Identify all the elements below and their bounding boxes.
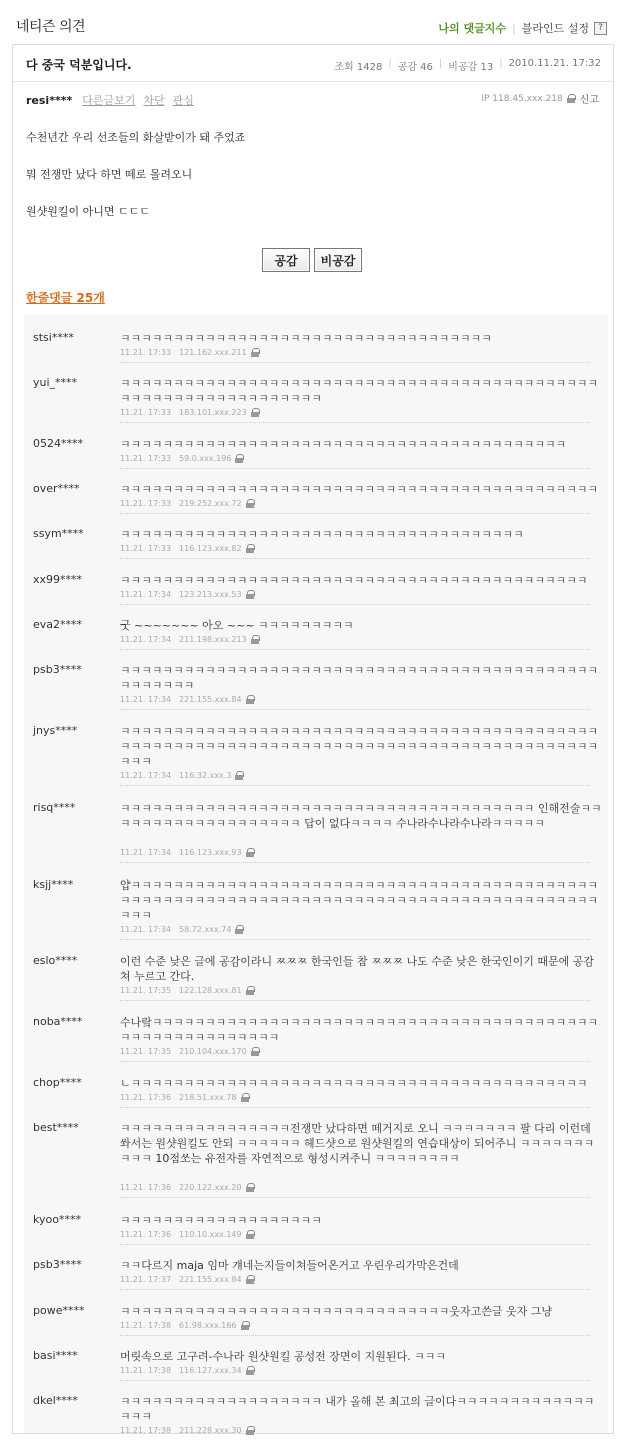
comment-text: ㅋㅋㅋㅋㅋㅋㅋㅋㅋㅋㅋㅋㅋㅋㅋㅋㅋㅋㅋㅋㅋㅋㅋㅋㅋㅋㅋㅋㅋㅋㅋㅋㅋㅋㅋㅋㅋㅋㅋㅋㅋㅋ <box>120 438 567 451</box>
comment-text: ㅋㅋㅋㅋㅋㅋㅋㅋㅋㅋㅋㅋㅋㅋㅋㅋㅋㅋㅋㅋㅋㅋㅋㅋㅋㅋㅋㅋㅋㅋㅋ웃자고쓴글 웃자 그냥 <box>120 1305 553 1318</box>
block-link[interactable]: 차단 <box>143 94 165 107</box>
comment-ip: 183.101.xxx.223 <box>179 408 247 417</box>
comment-time: 11.21. 17:35 <box>120 1047 172 1056</box>
comment-text: 머릿속으로 고구려-수나라 원샷원킬 공성전 장면이 지원된다. ㅋㅋㅋ <box>120 1350 446 1363</box>
article-body-line: 원샷원킬이 아니면 ㄷㄷㄷ <box>26 205 150 218</box>
comment-time: 11.21. 17:34 <box>120 695 172 704</box>
comment-meta <box>120 1183 254 1192</box>
article-header <box>13 45 613 82</box>
comment-meta <box>120 635 259 644</box>
comment-ip: 123.213.xxx.53 <box>179 590 242 599</box>
header-links <box>438 20 607 36</box>
comment-ip: 110.10.xxx.149 <box>179 1230 242 1239</box>
lock-icon <box>246 1183 254 1192</box>
comment-meta <box>120 544 254 553</box>
comment-time: 11.21. 17:33 <box>120 499 172 508</box>
comment-text: ㅋㅋ다르지 maja 임마 걔네는지들이쳐들어온거고 우린우리가막은건데 <box>120 1259 459 1272</box>
lock-icon <box>246 1366 254 1375</box>
view-count: 조회 1428 <box>334 62 383 73</box>
comment-ip: 221.155.xxx.84 <box>179 1275 242 1284</box>
comment-user[interactable]: chop**** <box>33 1076 82 1089</box>
comment-meta <box>120 1321 249 1330</box>
comment-user[interactable]: psb3**** <box>33 663 82 676</box>
agree-count: 공감 46 <box>397 62 433 73</box>
comment-text: ㅋㅋㅋㅋㅋㅋㅋㅋㅋㅋㅋㅋㅋㅋㅋㅋㅋㅋㅋ <box>120 1214 322 1227</box>
comment-ip: 116.127.xxx.34 <box>179 1366 242 1375</box>
comment-divider <box>120 1380 590 1381</box>
comment-text: 굿 ~~~~~~~ 아오 ~~~ ㅋㅋㅋㅋㅋㅋㅋㅋㅋ <box>120 619 354 632</box>
lock-icon <box>241 1093 249 1102</box>
comment-time: 11.21. 17:36 <box>120 1183 172 1192</box>
lock-icon <box>251 408 259 417</box>
comment-time: 11.21. 17:38 <box>120 1366 172 1375</box>
comment-user[interactable]: dkel**** <box>33 1394 78 1407</box>
comment-time: 11.21. 17:34 <box>120 771 172 780</box>
lock-icon <box>567 94 575 103</box>
comment-meta <box>120 1230 254 1239</box>
comment-divider <box>120 422 590 423</box>
comment-user[interactable]: yui_**** <box>33 376 78 389</box>
article-body-line: 수천년간 우리 선조들의 화살받이가 돼 주었죠 <box>26 131 246 144</box>
lock-icon <box>246 499 254 508</box>
comment-ip: 218.51.xxx.78 <box>179 1093 237 1102</box>
comment-meta <box>120 695 254 704</box>
comment-divider <box>120 1289 590 1290</box>
comment-text: ㄴㅋㅋㅋㅋㅋㅋㅋㅋㅋㅋㅋㅋㅋㅋㅋㅋㅋㅋㅋㅋㅋㅋㅋㅋㅋㅋㅋㅋㅋㅋㅋㅋㅋㅋㅋㅋㅋㅋㅋㅋㅋㅋㅋ <box>120 1077 588 1090</box>
comment-divider <box>120 1197 590 1198</box>
lock-icon <box>246 1230 254 1239</box>
comment-time: 11.21. 17:34 <box>120 925 172 934</box>
comment-meta <box>120 1426 254 1435</box>
comment-divider <box>120 1107 590 1108</box>
comment-ip: 220.122.xxx.20 <box>179 1183 242 1192</box>
comment-user[interactable]: basi**** <box>33 1349 78 1362</box>
comment-meta <box>120 348 259 357</box>
comment-divider <box>120 862 590 863</box>
comment-user[interactable]: ksjj**** <box>33 878 74 891</box>
comment-time: 11.21. 17:34 <box>120 590 172 599</box>
comment-user[interactable]: stsi**** <box>33 331 74 344</box>
comment-user[interactable]: over**** <box>33 482 80 495</box>
lock-icon <box>235 925 243 934</box>
comment-ip: 116.123.xxx.93 <box>179 848 242 857</box>
comment-ip: 211.228.xxx.30 <box>179 1426 242 1435</box>
comment-time: 11.21. 17:34 <box>120 848 172 857</box>
blind-setting-link[interactable]: 블라인드 설정 <box>521 22 589 35</box>
lock-icon <box>246 848 254 857</box>
comment-time: 11.21. 17:36 <box>120 1230 172 1239</box>
ip-line <box>481 91 599 106</box>
comment-meta <box>120 499 254 508</box>
comment-user[interactable]: eva2**** <box>33 618 83 631</box>
comment-user[interactable]: best**** <box>33 1121 79 1134</box>
lock-icon <box>251 1047 259 1056</box>
opinion-header <box>0 0 637 44</box>
comment-text: 이런 수준 낮은 글에 공감이라니 ㅉㅉㅉ 한국인들 참 ㅉㅉㅉ 나도 수준 낮은 한국인이기 때문에 공감 쳐 누르고 간다. <box>120 955 594 983</box>
disagree-button[interactable]: 비공감 <box>314 248 362 272</box>
comment-text: ㅋㅋㅋㅋㅋㅋㅋㅋㅋㅋㅋㅋㅋㅋㅋㅋㅋㅋㅋㅋㅋㅋㅋㅋㅋㅋㅋㅋㅋㅋㅋㅋㅋㅋㅋ <box>120 332 492 345</box>
divider: | <box>388 58 392 69</box>
lock-icon <box>251 635 259 644</box>
comment-user[interactable]: 0524**** <box>33 437 83 450</box>
comment-user[interactable]: xx99**** <box>33 573 83 586</box>
comment-text: ㅋㅋㅋㅋㅋㅋㅋㅋㅋㅋㅋㅋㅋㅋㅋㅋㅋㅋㅋㅋㅋㅋㅋㅋㅋㅋㅋㅋㅋㅋㅋㅋㅋㅋㅋㅋㅋㅋㅋㅋㅋㅋㅋㅋ <box>120 574 588 587</box>
my-comment-index-link[interactable]: 나의 댓글지수 <box>438 22 507 35</box>
comment-text: 수나랔ㅋㅋㅋㅋㅋㅋㅋㅋㅋㅋㅋㅋㅋㅋㅋㅋㅋㅋㅋㅋㅋㅋㅋㅋㅋㅋㅋㅋㅋㅋㅋㅋㅋㅋㅋㅋㅋㅋㅋㅋㅋㅋㅋㅋㅋㅋㅋㅋㅋㅋㅋㅋㅋㅋㅋㅋㅋ <box>120 1016 599 1044</box>
help-icon[interactable]: ? <box>594 22 607 35</box>
comment-user[interactable]: jnys**** <box>33 724 78 737</box>
comment-ip: 122.128.xxx.81 <box>179 986 242 995</box>
comment-ip: 61.98.xxx.166 <box>179 1321 237 1330</box>
comment-divider <box>120 1061 590 1062</box>
post-datetime: 2010.11.21. 17:32 <box>508 58 601 69</box>
author-line <box>26 92 202 108</box>
article-body-line: 뭐 전쟁만 났다 하면 떼로 몰려오니 <box>26 168 193 181</box>
comment-time: 11.21. 17:37 <box>120 1275 172 1284</box>
comment-ip: 59.0.xxx.196 <box>179 454 232 463</box>
comment-ip: 116.32.xxx.3 <box>179 771 232 780</box>
comment-divider <box>120 558 590 559</box>
comment-meta <box>120 1366 254 1375</box>
comment-time: 11.21. 17:34 <box>120 635 172 644</box>
comment-divider <box>120 1000 590 1001</box>
comment-user[interactable]: kyoo**** <box>33 1213 81 1226</box>
comment-ip: 58.72.xxx.74 <box>179 925 232 934</box>
other-posts-link[interactable]: 다른글보기 <box>82 94 136 107</box>
lock-icon <box>246 695 254 704</box>
comment-meta <box>120 590 254 599</box>
comment-meta <box>120 408 259 417</box>
comment-divider <box>120 604 590 605</box>
comment-list <box>24 315 608 1433</box>
comment-text: ㅋㅋㅋㅋㅋㅋㅋㅋㅋㅋㅋㅋㅋㅋㅋㅋㅋㅋㅋㅋㅋㅋㅋㅋㅋㅋㅋㅋㅋㅋㅋㅋㅋㅋㅋㅋㅋㅋㅋㅋㅋㅋㅋㅋㅋ <box>120 483 599 496</box>
report-link[interactable]: 신고 <box>579 95 599 106</box>
comment-meta <box>120 925 243 934</box>
article-box <box>12 44 614 1434</box>
agree-button[interactable]: 공감 <box>262 248 310 272</box>
article-stats <box>334 58 601 73</box>
comment-divider <box>120 785 590 786</box>
comment-divider <box>120 1335 590 1336</box>
comment-time: 11.21. 17:38 <box>120 1426 172 1435</box>
lock-icon <box>246 1275 254 1284</box>
comment-text: ㅋㅋㅋㅋㅋㅋㅋㅋㅋㅋㅋㅋㅋㅋㅋㅋㅋㅋㅋㅋㅋㅋㅋㅋㅋㅋㅋㅋㅋㅋㅋㅋㅋㅋㅋㅋㅋㅋㅋㅋㅋㅋㅋㅋㅋㅋㅋㅋㅋㅋㅋㅋㅋㅋㅋㅋㅋㅋㅋㅋㅋㅋㅋㅋㅋㅋㅋㅋㅋㅋㅋㅋㅋㅋㅋㅋㅋㅋㅋㅋㅋㅋㅋㅋㅋㅋㅋㅋㅋㅋㅋㅋㅋ <box>120 725 599 768</box>
lock-icon <box>246 1426 254 1435</box>
comment-meta <box>120 771 243 780</box>
comment-user[interactable]: powe**** <box>33 1304 85 1317</box>
comment-time: 11.21. 17:33 <box>120 544 172 553</box>
comment-text: 얍ㅋㅋㅋㅋㅋㅋㅋㅋㅋㅋㅋㅋㅋㅋㅋㅋㅋㅋㅋㅋㅋㅋㅋㅋㅋㅋㅋㅋㅋㅋㅋㅋㅋㅋㅋㅋㅋㅋㅋㅋㅋㅋㅋㅋㅋㅋㅋㅋㅋㅋㅋㅋㅋㅋㅋㅋㅋㅋㅋㅋㅋㅋㅋㅋㅋㅋㅋㅋㅋㅋㅋㅋㅋㅋㅋㅋㅋㅋㅋㅋㅋㅋㅋㅋㅋㅋㅋㅋㅋㅋㅋㅋ <box>120 879 599 922</box>
comment-text: ㅋㅋㅋㅋㅋㅋㅋㅋㅋㅋㅋㅋㅋㅋㅋㅋㅋㅋㅋㅋㅋㅋㅋㅋㅋㅋㅋㅋㅋㅋㅋㅋㅋㅋㅋㅋㅋㅋㅋㅋㅋㅋㅋㅋㅋㅋㅋㅋㅋㅋㅋㅋㅋㅋㅋㅋㅋㅋㅋㅋㅋㅋㅋㅋ <box>120 377 599 405</box>
lock-icon <box>251 348 259 357</box>
comment-text: ㅋㅋㅋㅋㅋㅋㅋㅋㅋㅋㅋㅋㅋㅋㅋㅋ전쟁만 났다하면 떼거지로 오니 ㅋㅋㅋㅋㅋㅋㅋ 팔 다리 이런데 쏴서는 원샷원킬도 안되 ㅋㅋㅋㅋㅋㅋ 헤드샷으로 원샷원킬의 연습대상이 되어주니 ㅋㅋㅋㅋㅋㅋㅋㅋㅋㅋ 10점쏘는 유전자를 자연적으로 형성시켜주니 ㅋㅋㅋㅋㅋㅋㅋㅋ <box>120 1122 595 1165</box>
comment-ip: 210.104.xxx.170 <box>179 1047 247 1056</box>
comment-divider <box>120 649 590 650</box>
lock-icon <box>246 590 254 599</box>
comment-meta <box>120 986 254 995</box>
comment-divider <box>120 1244 590 1245</box>
comment-divider <box>120 709 590 710</box>
author-ip: IP 118.45.xxx.218 <box>481 93 563 104</box>
interest-link[interactable]: 관심 <box>172 94 194 107</box>
comment-count-link[interactable]: 한줄댓글 25개 <box>26 291 105 305</box>
lock-icon <box>246 544 254 553</box>
comment-time: 11.21. 17:35 <box>120 986 172 995</box>
comment-time: 11.21. 17:33 <box>120 408 172 417</box>
comment-user[interactable]: psb3**** <box>33 1258 82 1271</box>
comment-divider <box>120 362 590 363</box>
comment-ip: 121.162.xxx.211 <box>179 348 247 357</box>
disagree-count: 비공감 13 <box>448 62 494 73</box>
lock-icon <box>246 986 254 995</box>
divider: | <box>438 58 443 69</box>
comment-meta <box>120 1275 254 1284</box>
comment-user[interactable]: eslo**** <box>33 954 78 967</box>
comment-time: 11.21. 17:33 <box>120 348 172 357</box>
comment-time: 11.21. 17:33 <box>120 454 172 463</box>
author-id: resi**** <box>26 93 73 107</box>
divider: | <box>512 21 516 35</box>
lock-icon <box>241 1321 249 1330</box>
comment-meta <box>120 1093 249 1102</box>
comment-ip: 219.252.xxx.72 <box>179 499 242 508</box>
comment-divider <box>120 468 590 469</box>
comment-text: ㅋㅋㅋㅋㅋㅋㅋㅋㅋㅋㅋㅋㅋㅋㅋㅋㅋㅋㅋㅋㅋㅋㅋㅋㅋㅋㅋㅋㅋㅋㅋㅋㅋㅋㅋㅋㅋㅋ <box>120 528 524 541</box>
comment-divider <box>120 939 590 940</box>
comment-text: ㅋㅋㅋㅋㅋㅋㅋㅋㅋㅋㅋㅋㅋㅋㅋㅋㅋㅋㅋㅋㅋㅋㅋㅋㅋㅋㅋㅋㅋㅋㅋㅋㅋㅋㅋㅋㅋㅋㅋㅋㅋㅋㅋㅋㅋㅋㅋㅋㅋㅋㅋㅋ <box>120 664 599 692</box>
comment-text: ㅋㅋㅋㅋㅋㅋㅋㅋㅋㅋㅋㅋㅋㅋㅋㅋㅋㅋㅋㅋㅋㅋㅋㅋㅋㅋㅋㅋㅋㅋㅋㅋㅋㅋㅋㅋㅋㅋㅋ 인해전술ㅋㅋㅋㅋㅋㅋㅋㅋㅋㅋㅋㅋㅋㅋㅋㅋㅋㅋㅋ 답이 없다ㅋㅋㅋㅋ 수나라수나라수나라ㅋㅋㅋㅋㅋ <box>120 802 602 830</box>
page-title: 네티즌 의견 <box>16 19 86 35</box>
comment-time: 11.21. 17:36 <box>120 1093 172 1102</box>
comment-ip: 116.123.xxx.82 <box>179 544 242 553</box>
article-title: 다 중국 덕분입니다. <box>26 58 132 72</box>
comment-meta <box>120 848 254 857</box>
comment-divider <box>120 513 590 514</box>
lock-icon <box>235 454 243 463</box>
comment-text: ㅋㅋㅋㅋㅋㅋㅋㅋㅋㅋㅋㅋㅋㅋㅋㅋㅋㅋㅋ 내가 올해 본 최고의 글이다ㅋㅋㅋㅋㅋㅋㅋㅋㅋㅋㅋㅋㅋㅋㅋㅋ <box>120 1395 595 1423</box>
comment-ip: 221.155.xxx.84 <box>179 695 242 704</box>
comment-user[interactable]: risq**** <box>33 801 76 814</box>
comment-meta <box>120 1047 259 1056</box>
comment-time: 11.21. 17:38 <box>120 1321 172 1330</box>
comment-ip: 211.198.xxx.213 <box>179 635 247 644</box>
divider: | <box>499 58 503 69</box>
lock-icon <box>235 771 243 780</box>
comment-meta <box>120 454 243 463</box>
comment-user[interactable]: noba**** <box>33 1015 83 1028</box>
comment-user[interactable]: ssym**** <box>33 527 84 540</box>
